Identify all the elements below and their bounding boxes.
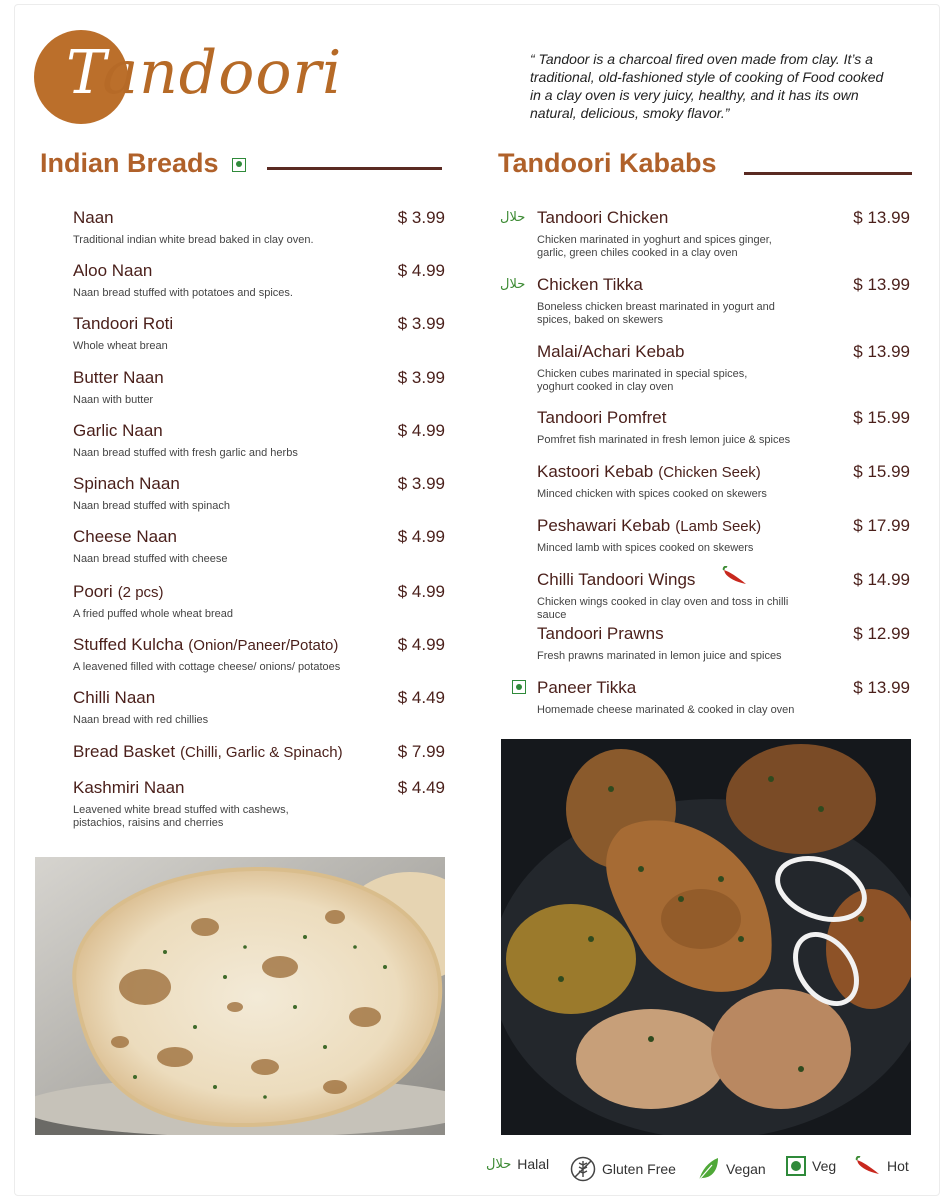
menu-item-price: $ 4.99 bbox=[397, 421, 445, 440]
halal-icon: حلال bbox=[486, 1156, 512, 1172]
menu-item-variant: (2 pcs) bbox=[117, 584, 164, 601]
menu-item bbox=[73, 527, 373, 566]
menu-item bbox=[73, 474, 373, 513]
menu-item-price: $ 4.49 bbox=[397, 688, 445, 707]
menu-item-description: Traditional indian white bread baked in clay oven. bbox=[73, 234, 314, 246]
menu-item-variant: (Chicken Seek) bbox=[658, 464, 761, 481]
menu-item-price: $ 15.99 bbox=[853, 462, 910, 481]
legend-label: Hot bbox=[887, 1158, 909, 1174]
menu-item-price: $ 15.99 bbox=[853, 408, 910, 427]
menu-item-title: Paneer Tikka bbox=[537, 678, 637, 697]
menu-item-title: Tandoori Chicken bbox=[537, 208, 669, 227]
menu-item-price: $ 4.49 bbox=[397, 778, 445, 797]
section-rule bbox=[744, 172, 912, 175]
menu-item-price: $ 13.99 bbox=[853, 678, 910, 697]
halal-icon: حلال bbox=[500, 210, 526, 225]
menu-item-price: $ 4.99 bbox=[397, 527, 445, 546]
menu-item-variant: (Lamb Seek) bbox=[675, 518, 762, 535]
legend-halal bbox=[486, 1156, 549, 1172]
naan-photo bbox=[35, 857, 445, 1135]
menu-item-name bbox=[73, 314, 373, 334]
menu-item-title: Garlic Naan bbox=[73, 421, 163, 440]
menu-item bbox=[73, 314, 373, 353]
menu-item bbox=[537, 570, 817, 622]
menu-item-description: Naan bread stuffed with cheese bbox=[73, 553, 228, 565]
menu-item bbox=[537, 408, 817, 447]
section-rule bbox=[267, 167, 442, 170]
halal-icon: حلال bbox=[500, 277, 526, 292]
tandoori-kababs-title: Tandoori Kababs bbox=[498, 148, 717, 178]
menu-item bbox=[73, 208, 373, 247]
menu-item-title: Peshawari Kebab bbox=[537, 516, 671, 535]
menu-item bbox=[537, 208, 787, 260]
menu-item-price: $ 4.99 bbox=[397, 635, 445, 654]
menu-item-title: Chicken Tikka bbox=[537, 275, 643, 294]
menu-item-description: Chicken wings cooked in clay oven and toss in chilli sauce bbox=[537, 596, 789, 621]
menu-item-price: $ 13.99 bbox=[853, 342, 910, 361]
menu-item-name bbox=[73, 688, 373, 708]
legend-vegan bbox=[696, 1156, 766, 1182]
menu-item-description: Naan with butter bbox=[73, 394, 154, 406]
menu-item bbox=[73, 635, 373, 674]
menu-item-name bbox=[537, 570, 817, 590]
menu-item-name bbox=[537, 342, 787, 362]
menu-item bbox=[537, 275, 787, 327]
menu-item-title: Naan bbox=[73, 208, 114, 227]
menu-item-name bbox=[73, 635, 373, 655]
menu-item-price: $ 13.99 bbox=[853, 208, 910, 227]
menu-item-name bbox=[73, 208, 373, 228]
veg-icon bbox=[232, 158, 246, 172]
menu-item-price: $ 12.99 bbox=[853, 624, 910, 643]
menu-item-title: Spinach Naan bbox=[73, 474, 180, 493]
menu-item-title: Malai/Achari Kebab bbox=[537, 342, 685, 361]
chilli-icon bbox=[722, 566, 748, 584]
menu-item-description: Naan bread stuffed with potatoes and spices. bbox=[73, 287, 293, 299]
legend-label: Veg bbox=[812, 1158, 837, 1174]
menu-item-title: Bread Basket bbox=[73, 742, 176, 761]
menu-item-description: A fried puffed whole wheat bread bbox=[73, 608, 234, 620]
menu-item-name bbox=[537, 208, 787, 228]
menu-item-price: $ 4.99 bbox=[397, 261, 445, 280]
menu-item-title: Butter Naan bbox=[73, 368, 164, 387]
tandoori-chicken-photo bbox=[501, 739, 911, 1135]
menu-item-price: $ 3.99 bbox=[397, 474, 445, 493]
menu-item-name bbox=[537, 624, 817, 644]
menu-item-description: Chicken marinated in yoghurt and spices ginger, garlic, green chiles cooked in a clay oven bbox=[537, 234, 772, 259]
menu-item-name bbox=[537, 516, 817, 536]
chilli-icon bbox=[855, 1156, 881, 1176]
menu-item-title: Stuffed Kulcha bbox=[73, 635, 184, 654]
menu-item-variant: (Onion/Paneer/Potato) bbox=[188, 637, 339, 654]
menu-item-description: Fresh prawns marinated in lemon juice and spices bbox=[537, 650, 782, 662]
menu-item-price: $ 4.99 bbox=[397, 582, 445, 601]
menu-item-name bbox=[73, 474, 373, 494]
menu-item-name bbox=[73, 527, 373, 547]
legend-veg bbox=[786, 1156, 836, 1176]
menu-item-name bbox=[537, 462, 817, 482]
menu-item bbox=[537, 678, 817, 717]
menu-item-price: $ 7.99 bbox=[397, 742, 445, 761]
menu-item bbox=[73, 421, 373, 460]
menu-item-price: $ 13.99 bbox=[853, 275, 910, 294]
legend-gluten-free bbox=[570, 1156, 676, 1182]
tandoor-quote: “ Tandoor is a charcoal fired oven made from clay. It’s a traditional, old-fashioned style of cooking of Food cooked in a clay oven is very juicy, healthy, and it has its own natural, delicious, smoky flavor.” bbox=[530, 51, 884, 121]
menu-item-name bbox=[73, 742, 373, 762]
leaf-icon bbox=[696, 1156, 720, 1182]
menu-item-price: $ 3.99 bbox=[397, 314, 445, 333]
menu-item bbox=[537, 462, 817, 501]
menu-item bbox=[537, 624, 817, 663]
menu-item-description: Whole wheat brean bbox=[73, 340, 168, 352]
menu-item-description: Pomfret fish marinated in fresh lemon juice & spices bbox=[537, 434, 791, 446]
menu-item-name bbox=[73, 368, 373, 388]
veg-icon bbox=[512, 680, 526, 694]
menu-item-title: Kashmiri Naan bbox=[73, 778, 185, 797]
menu-item bbox=[73, 582, 373, 621]
menu-item bbox=[73, 261, 373, 300]
menu-item-description: Minced chicken with spices cooked on skewers bbox=[537, 488, 767, 500]
menu-item-description: Naan bread stuffed with fresh garlic and herbs bbox=[73, 447, 298, 459]
menu-item-name bbox=[73, 582, 373, 602]
indian-breads-title: Indian Breads bbox=[40, 148, 246, 179]
menu-item-title: Cheese Naan bbox=[73, 527, 177, 546]
menu-item bbox=[73, 368, 373, 407]
menu-item-name bbox=[537, 678, 817, 698]
menu-item-title: Aloo Naan bbox=[73, 261, 153, 280]
menu-item bbox=[73, 742, 373, 762]
menu-item bbox=[537, 342, 787, 394]
menu-item-title: Tandoori Prawns bbox=[537, 624, 664, 643]
menu-item-name bbox=[73, 778, 313, 798]
legend-label: Gluten Free bbox=[602, 1161, 676, 1177]
menu-item-variant: (Chilli, Garlic & Spinach) bbox=[180, 744, 343, 761]
menu-item-price: $ 17.99 bbox=[853, 516, 910, 535]
wheat-icon bbox=[570, 1156, 596, 1182]
menu-item-name bbox=[73, 261, 373, 281]
menu-item-description: Naan bread stuffed with spinach bbox=[73, 500, 230, 512]
menu-item-description: A leavened filled with cottage cheese/ onions/ potatoes bbox=[73, 661, 341, 673]
menu-item bbox=[537, 516, 817, 555]
menu-item-description: Boneless chicken breast marinated in yogurt and spices, baked on skewers bbox=[537, 301, 775, 326]
logo-wordmark: Tandoori bbox=[66, 38, 343, 108]
legend-label: Halal bbox=[517, 1156, 550, 1172]
legend-label: Vegan bbox=[726, 1161, 766, 1177]
menu-item-title: Chilli Tandoori Wings bbox=[537, 570, 696, 589]
menu-item-name bbox=[537, 408, 817, 428]
menu-item-price: $ 14.99 bbox=[853, 570, 910, 589]
menu-item bbox=[73, 688, 373, 727]
menu-item bbox=[73, 778, 313, 830]
menu-item-price: $ 3.99 bbox=[397, 368, 445, 387]
menu-item-name bbox=[537, 275, 787, 295]
menu-item-title: Chilli Naan bbox=[73, 688, 156, 707]
menu-item-description: Leavened white bread stuffed with cashews, pistachios, raisins and cherries bbox=[73, 804, 289, 829]
menu-item-title: Poori bbox=[73, 582, 113, 601]
menu-item-name bbox=[73, 421, 373, 441]
menu-item-price: $ 3.99 bbox=[397, 208, 445, 227]
menu-item-description: Chicken cubes marinated in special spices, yoghurt cooked in clay oven bbox=[537, 368, 748, 393]
menu-item-title: Kastoori Kebab bbox=[537, 462, 654, 481]
veg-icon bbox=[786, 1156, 806, 1176]
menu-item-title: Tandoori Pomfret bbox=[537, 408, 667, 427]
menu-item-description: Minced lamb with spices cooked on skewers bbox=[537, 542, 754, 554]
menu-item-description: Naan bread with red chillies bbox=[73, 714, 209, 726]
legend-hot bbox=[855, 1156, 909, 1176]
menu-item-title: Tandoori Roti bbox=[73, 314, 174, 333]
menu-item-description: Homemade cheese marinated & cooked in clay oven bbox=[537, 704, 795, 716]
